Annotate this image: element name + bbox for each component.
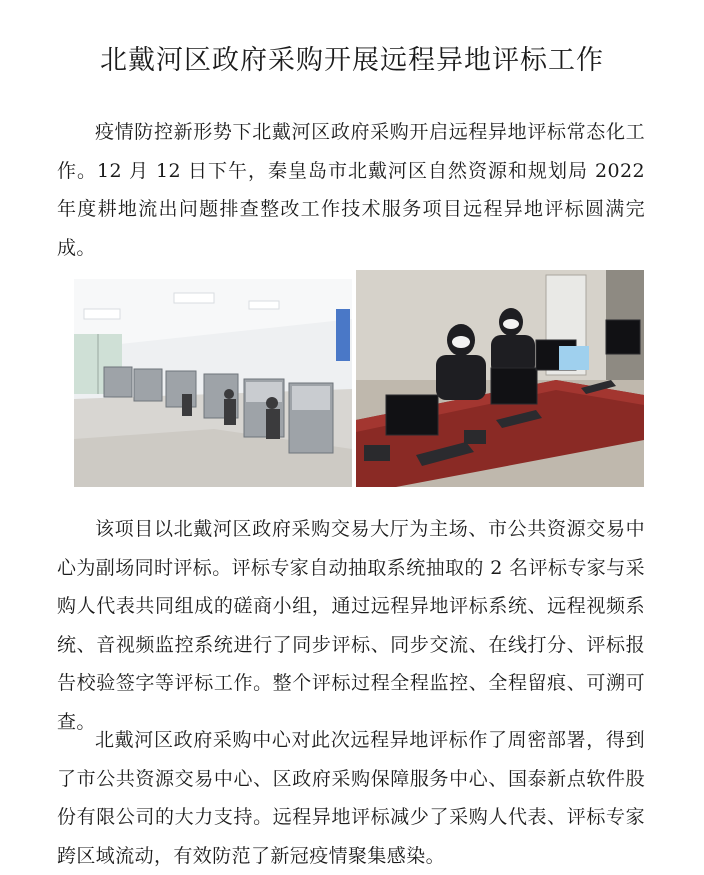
paragraph-project-details: 该项目以北戴河区政府采购交易大厅为主场、市公共资源交易中心为副场同时评标。评标专家自动抽取系统抽取的 2 名评标专家与采购人代表共同组成的磋商小组，通过远程异地评标系统、远程视频系统、音视频监控系统进行了同步评标、同步交流、在线打分、评标报告校验签字等评标工作。整个评标过程全程监控、全程留痕、可溯可查。 <box>57 518 645 733</box>
photo-remote-evaluation <box>356 270 644 487</box>
page-title: 北戴河区政府采购开展远程异地评标工作 <box>100 45 604 76</box>
paragraph-acknowledgements: 北戴河区政府采购中心对此次远程异地评标作了周密部署，得到了市公共资源交易中心、区政府采购保障服务中心、国泰新点软件股份有限公司的大力支持。远程异地评标减少了采购人代表、评标专家跨区域流动，有效防范了新冠疫情聚集感染。 <box>57 729 645 867</box>
photo-bidding-hall <box>74 279 352 487</box>
paragraph-intro: 疫情防控新形势下北戴河区政府采购开启远程异地评标常态化工作。12 月 12 日下午，秦皇岛市北戴河区自然资源和规划局 2022 年度耕地流出问题排查整改工作技术服务项目远程异地评标圆满完成。 <box>57 121 645 259</box>
